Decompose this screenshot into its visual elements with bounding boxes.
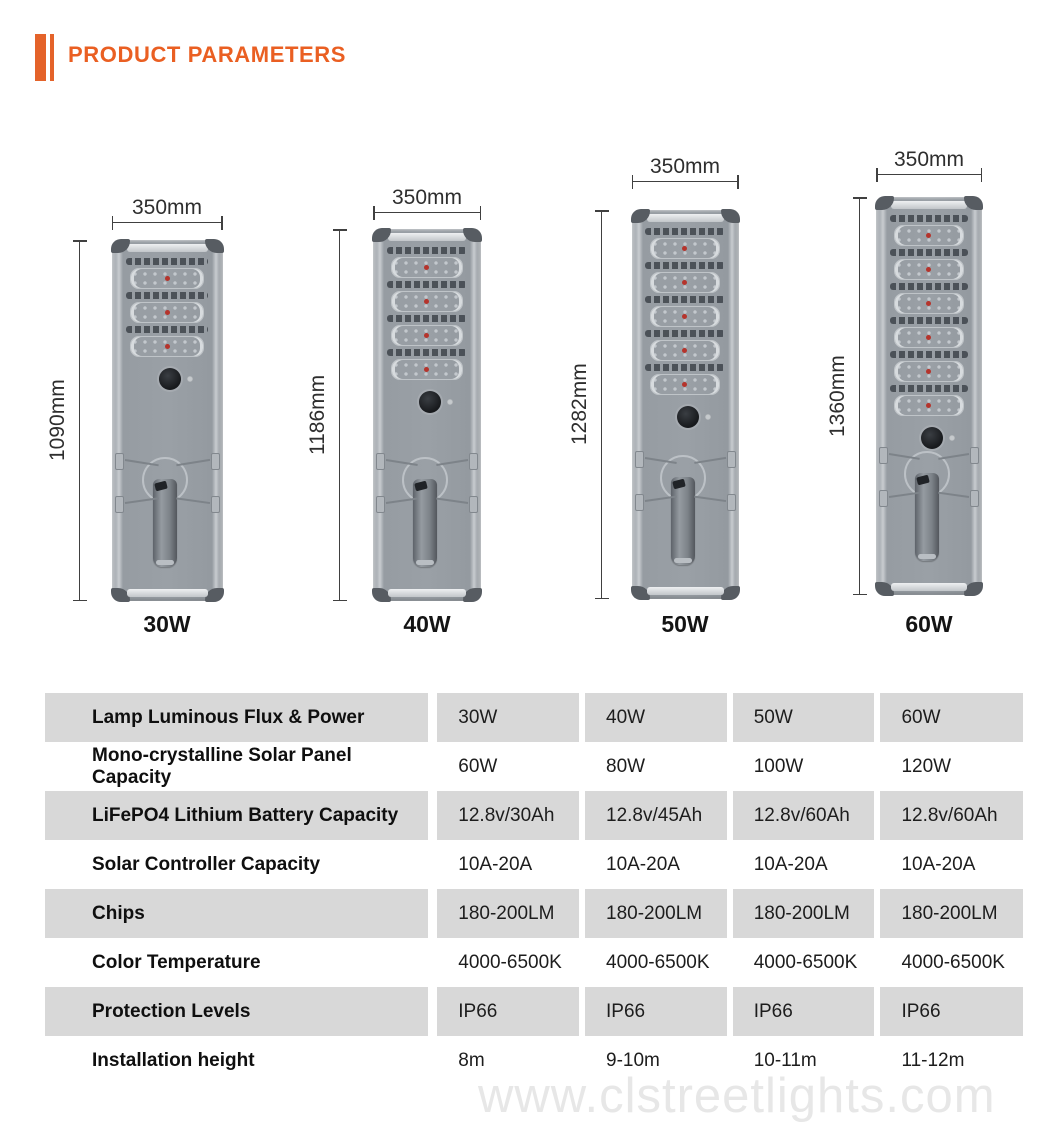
indicator-dot-icon (447, 399, 453, 405)
bracket-bolt-plate (879, 490, 888, 507)
red-indicator-dot (165, 276, 170, 281)
mounting-bracket-pole (915, 473, 939, 561)
spec-value-cell: 12.8v/60Ah (880, 791, 1023, 840)
led-module (391, 325, 462, 346)
bracket-bolt-plate (211, 453, 220, 470)
red-indicator-dot (165, 344, 170, 349)
spec-value-cell: 11-12m (901, 1049, 965, 1071)
motion-sensor-icon (921, 427, 943, 449)
height-dimension-label: 1360mm (826, 355, 849, 437)
indicator-dot-icon (949, 435, 955, 441)
red-indicator-dot (682, 348, 687, 353)
led-module (130, 302, 203, 323)
red-indicator-dot (165, 310, 170, 315)
red-indicator-dot (682, 382, 687, 387)
height-dimension-label: 1090mm (46, 379, 69, 462)
width-dimension (632, 156, 739, 182)
spec-label-cell: Solar Controller Capacity (92, 853, 321, 875)
motion-sensor-icon (419, 391, 441, 413)
width-dimension (876, 149, 982, 175)
vent-grille (645, 364, 724, 371)
bracket-bolt-plate (469, 496, 478, 513)
vent-grille (126, 258, 208, 265)
led-stack (112, 240, 223, 391)
power-label: 50W (661, 611, 709, 637)
spec-label-cell: Lamp Luminous Flux & Power (45, 693, 428, 742)
lamp-body (632, 210, 739, 599)
power-label: 30W (143, 611, 191, 637)
width-dimension-line (373, 212, 481, 213)
vent-grille (645, 330, 724, 337)
led-module (894, 225, 964, 246)
width-dimension-line (632, 181, 739, 182)
spec-row (45, 742, 1023, 791)
vent-grille (890, 249, 968, 256)
bracket-arm (176, 497, 209, 504)
sensor-row (112, 367, 223, 391)
height-dimension-line (859, 197, 860, 595)
vent-grille (645, 262, 724, 269)
bracket-bolt-plate (115, 453, 124, 470)
spec-label-cell: Chips (45, 889, 428, 938)
spec-table (45, 693, 1023, 1085)
spec-value-cell: 12.8v/45Ah (585, 791, 727, 840)
width-dimension-line (876, 174, 982, 175)
height-dimension-line (79, 240, 80, 601)
spec-value-cell: 4000-6500K (606, 951, 710, 973)
spec-row (45, 791, 1023, 840)
sensor-row (373, 390, 481, 414)
led-module (894, 327, 964, 348)
spec-value-cell: IP66 (437, 987, 579, 1036)
red-indicator-dot (682, 314, 687, 319)
spec-value-cell: 9-10m (606, 1049, 660, 1071)
spec-value-cell: 50W (733, 693, 875, 742)
mounting-bracket-pole (671, 477, 695, 565)
red-indicator-dot (926, 233, 931, 238)
vent-grille (387, 281, 467, 288)
spec-row (45, 889, 1023, 938)
led-module (391, 359, 462, 380)
led-module (130, 336, 203, 357)
sensor-row (632, 405, 739, 429)
spec-value-cell: 4000-6500K (901, 951, 1005, 973)
spec-value-cell: 4000-6500K (753, 951, 858, 973)
spec-value-cell: 180-200LM (585, 889, 727, 938)
width-dimension (373, 187, 481, 213)
red-indicator-dot (424, 333, 429, 338)
vent-grille (890, 351, 968, 358)
led-module (894, 395, 964, 416)
spec-value-cell: 180-200LM (733, 889, 875, 938)
led-module (391, 257, 462, 278)
led-module (130, 268, 203, 289)
bracket-arm (176, 459, 209, 466)
width-dimension-label: 350mm (893, 148, 965, 171)
spec-value-cell: 10-11m (753, 1049, 817, 1071)
led-module (894, 361, 964, 382)
led-stack (876, 197, 982, 450)
spec-value-cell: IP66 (733, 987, 875, 1036)
bracket-bolt-plate (727, 451, 736, 468)
indicator-dot-icon (187, 376, 193, 382)
led-module (650, 306, 721, 327)
spec-row (45, 693, 1023, 742)
led-module (650, 340, 721, 361)
spec-value-cell: 4000-6500K (458, 951, 562, 973)
lamp-bottom-cap (647, 587, 724, 595)
red-indicator-dot (926, 369, 931, 374)
spec-value-cell: 10A-20A (901, 853, 976, 875)
spec-value-cell: 30W (437, 693, 579, 742)
height-dimension-label: 1186mm (306, 374, 329, 456)
vent-grille (387, 247, 467, 254)
header-accent-bar-thin (50, 34, 54, 81)
bracket-bolt-plate (376, 453, 385, 470)
section-header (35, 34, 346, 81)
spec-value-cell: 12.8v/60Ah (733, 791, 875, 840)
bracket-bolt-plate (469, 453, 478, 470)
bracket-bolt-plate (970, 490, 979, 507)
spec-value-cell: IP66 (585, 987, 727, 1036)
spec-label-cell: Installation height (92, 1049, 255, 1071)
height-dimension-label: 1282mm (568, 363, 591, 446)
motion-sensor-icon (677, 406, 699, 428)
header-accent-bar (35, 34, 46, 81)
spec-value-cell: 10A-20A (753, 853, 828, 875)
page-title: PRODUCT PARAMETERS (68, 41, 347, 67)
height-dimension-line (601, 210, 602, 599)
sensor-row (876, 426, 982, 450)
power-label: 40W (403, 611, 451, 637)
red-indicator-dot (926, 335, 931, 340)
bracket-bolt-plate (211, 496, 220, 513)
bracket-bolt-plate (376, 496, 385, 513)
lamp-body (112, 240, 223, 601)
vent-grille (126, 326, 208, 333)
bracket-bolt-plate (635, 494, 644, 511)
vent-grille (645, 296, 724, 303)
bracket-arm (938, 453, 969, 460)
spec-label-cell: Color Temperature (92, 951, 261, 973)
spec-value-cell: 100W (753, 755, 804, 777)
spec-value-cell: 12.8v/30Ah (437, 791, 579, 840)
red-indicator-dot (926, 403, 931, 408)
bracket-bolt-plate (635, 451, 644, 468)
spec-value-cell: 180-200LM (437, 889, 579, 938)
width-dimension-label: 350mm (131, 196, 203, 219)
led-module (650, 374, 721, 395)
power-label: 60W (905, 611, 953, 637)
spec-value-cell: 80W (606, 755, 646, 777)
led-stack (373, 229, 481, 414)
spec-value-cell: 60W (458, 755, 498, 777)
spec-row (45, 840, 1023, 889)
red-indicator-dot (926, 301, 931, 306)
led-module (650, 238, 721, 259)
lamp-body (373, 229, 481, 601)
width-dimension-label: 350mm (649, 155, 721, 178)
red-indicator-dot (682, 280, 687, 285)
spec-value-cell: 8m (458, 1049, 485, 1071)
motion-sensor-icon (159, 368, 181, 390)
width-dimension-line (112, 222, 223, 223)
vent-grille (890, 215, 968, 222)
bracket-arm (436, 498, 468, 504)
bracket-arm (938, 492, 969, 498)
red-indicator-dot (926, 267, 931, 272)
mounting-bracket-pole (413, 479, 437, 567)
lamp-body (876, 197, 982, 595)
spec-row (45, 987, 1023, 1036)
lamp-bottom-cap (388, 589, 466, 597)
led-module (391, 291, 462, 312)
vent-grille (890, 385, 968, 392)
spec-label-cell: LiFePO4 Lithium Battery Capacity (45, 791, 428, 840)
led-module (894, 293, 964, 314)
watermark: www.clstreetlights.com (478, 1069, 996, 1123)
spec-value-cell: 40W (585, 693, 727, 742)
vent-grille (387, 349, 467, 356)
vent-grille (126, 292, 208, 299)
vent-grille (890, 317, 968, 324)
bracket-arm (694, 457, 725, 464)
spec-label-cell: Protection Levels (45, 987, 428, 1036)
led-module (650, 272, 721, 293)
led-stack (632, 210, 739, 429)
mounting-bracket-pole (153, 479, 177, 567)
bracket-bolt-plate (115, 496, 124, 513)
led-module (894, 259, 964, 280)
vent-grille (890, 283, 968, 290)
spec-value-cell: 10A-20A (458, 853, 533, 875)
red-indicator-dot (682, 246, 687, 251)
lamp-bottom-cap (127, 589, 208, 597)
spec-value-cell: 10A-20A (606, 853, 680, 875)
bracket-bolt-plate (727, 494, 736, 511)
lamp-bottom-cap (891, 583, 967, 591)
spec-value-cell: 120W (901, 755, 952, 777)
width-dimension (112, 197, 223, 223)
red-indicator-dot (424, 367, 429, 372)
bracket-arm (436, 459, 468, 466)
width-dimension-label: 350mm (391, 186, 463, 209)
height-dimension-line (339, 229, 340, 601)
spec-value-cell: IP66 (880, 987, 1023, 1036)
indicator-dot-icon (705, 414, 711, 420)
bracket-arm (694, 496, 725, 502)
spec-value-cell: 180-200LM (880, 889, 1023, 938)
red-indicator-dot (424, 265, 429, 270)
bracket-bolt-plate (879, 447, 888, 464)
spec-value-cell: 60W (880, 693, 1023, 742)
red-indicator-dot (424, 299, 429, 304)
vent-grille (387, 315, 467, 322)
bracket-bolt-plate (970, 447, 979, 464)
spec-label-cell: Mono-crystalline Solar Panel Capacity (92, 744, 352, 788)
spec-row (45, 938, 1023, 987)
vent-grille (645, 228, 724, 235)
